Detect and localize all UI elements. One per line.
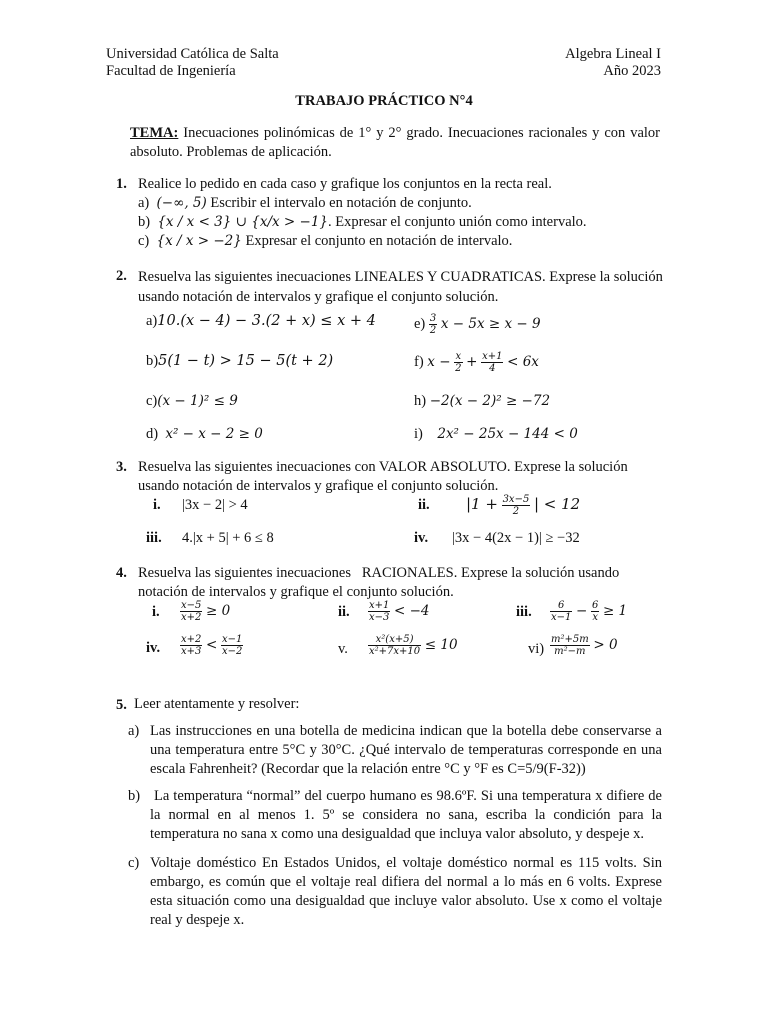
ex4-item-i-math: $\frac{x-5}{x+2}$ ≥ 0 bbox=[181, 600, 231, 623]
fraction: $\frac{\text{m²+5m}}{\text{m²−m}}$ bbox=[551, 634, 589, 657]
ex4-item-iii-math: $\frac{6}{x-1}$ − $\frac{6}{x}$ ≥ 1 bbox=[551, 600, 628, 623]
ex4-item-v-math: $\frac{\text{x²(x+5)}}{\text{x²+7x+10}}$ ≤ 10 bbox=[369, 634, 458, 657]
ex3-item-iii bbox=[146, 530, 162, 547]
ex5-item-a-label: a) bbox=[128, 723, 140, 739]
item-label: c) bbox=[138, 233, 150, 249]
ex4-item-iv-math: $\frac{x+2}{x+3}$ < $\frac{x-1}{x-2}$ bbox=[181, 634, 243, 657]
item-label: iv. bbox=[414, 530, 429, 546]
item-text: Escribir el intervalo en notación de conjunto. bbox=[206, 195, 472, 211]
page-title: TRABAJO PRÁCTICO N°4 bbox=[295, 93, 473, 109]
fraction: $\frac{x-5}{x+2}$ bbox=[181, 600, 202, 623]
ex3-statement: Resuelva las siguientes inecuaciones con VALOR ABSOLUTO. Exprese la solución usando notación de intervalos y grafique el conjunto solución. bbox=[138, 459, 628, 494]
item-math: 10.(x − 4) − 3.(2 + x) ≤ x + 4 bbox=[157, 313, 376, 329]
ex2-number: 2. bbox=[116, 268, 127, 284]
item-label: i. bbox=[153, 497, 161, 513]
ex5-number: 5. bbox=[116, 697, 127, 713]
ex2-item-f: f) x − $\frac{x}{2}$ + $\frac{x+1}{4}$ < 6x bbox=[414, 351, 539, 374]
item-math: x² − x − 2 ≥ 0 bbox=[165, 426, 263, 442]
tema-paragraph bbox=[130, 124, 660, 162]
item-label: c) bbox=[146, 393, 158, 409]
ex5-item-b-text: La temperatura “normal” del cuerpo humano es 98.6ºF. Si una temperatura x difiere de la normal en al menos 1. 5º se considera no sana, escriba la condición para la temperatura no sana x como una desigualdad que incluya valor absoluto, y despeje x. bbox=[150, 788, 662, 842]
item-label: iii. bbox=[146, 530, 162, 546]
item-label: d) bbox=[146, 426, 159, 442]
item-label: iv. bbox=[146, 640, 161, 656]
ex1-item-b bbox=[138, 214, 587, 231]
ex4-item-vi-math: $\frac{\text{m²+5m}}{\text{m²−m}}$ > 0 bbox=[551, 634, 618, 657]
ex3-item-i bbox=[153, 497, 161, 514]
ex2-item-e bbox=[414, 313, 541, 336]
ex4-item-iii bbox=[516, 604, 532, 621]
ex4-item-ii-math: $\frac{x+1}{x-3}$ < −4 bbox=[369, 600, 430, 623]
faculty-name: Facultad de Ingeniería bbox=[106, 63, 236, 79]
ex5-item-c-text: Voltaje doméstico En Estados Unidos, el voltaje doméstico normal es 115 volts. Sin embargo, es común que el voltaje real difiera del normal a lo más en 6 volts. Exprese esta situación como una desigualdad que incluye valor absoluto. Use x como el voltaje real y despeje x. bbox=[150, 855, 662, 928]
ex4-item-v bbox=[338, 641, 348, 658]
ex4-item-i bbox=[152, 604, 160, 621]
item-math: {x / x < 3} ∪ {x/x > −1} bbox=[157, 214, 329, 230]
fraction: $\frac{3}{2}$ bbox=[429, 313, 437, 336]
item-label: i. bbox=[152, 604, 160, 620]
item-label: vi) bbox=[528, 641, 545, 657]
ex2-item-i bbox=[414, 426, 578, 443]
ex3-item-i-math: |3x − 2| > 4 bbox=[182, 497, 248, 513]
ex3-item-iv bbox=[414, 530, 428, 547]
ex5-item-a-text: Las instrucciones en una botella de medicina indican que la botella debe conservarse a una temperatura entre 5°C y 30°C. ¿Qué intervalo de temperaturas corresponde en una escala Fahrenheit? (Recordar que la relación entre °C y °F es C=5/9(F-32)) bbox=[150, 723, 662, 777]
item-label: i) bbox=[414, 426, 423, 442]
fraction: $\frac{x}{2}$ bbox=[455, 351, 462, 374]
item-text: . Expresar el conjunto unión como intervalo. bbox=[328, 214, 587, 230]
item-label: ii. bbox=[338, 604, 350, 620]
ex5-statement: Leer atentamente y resolver: bbox=[134, 696, 300, 712]
fraction: $\frac{x+1}{x-3}$ bbox=[369, 600, 390, 623]
item-label: e) bbox=[414, 315, 426, 332]
ex1-item-c bbox=[138, 233, 512, 250]
ex4-statement: Resuelva las siguientes inecuaciones RACIONALES. Exprese la solución usando notación de intervalos y grafique el conjunto solución. bbox=[138, 565, 623, 600]
item-math: 2x² − 25x − 144 < 0 bbox=[437, 426, 578, 442]
item-math: (x − 1)² ≤ 9 bbox=[157, 393, 238, 409]
item-label: b) bbox=[138, 214, 151, 230]
fraction: $\frac{x+1}{4}$ bbox=[482, 351, 503, 374]
item-text: Expresar el conjunto en notación de intervalo. bbox=[241, 233, 513, 249]
course-name: Algebra Lineal I bbox=[565, 46, 661, 62]
fraction: $\frac{6}{x-1}$ bbox=[551, 600, 572, 623]
fraction: $\frac{3x-5}{2}$ bbox=[502, 494, 530, 517]
ex3-item-ii bbox=[418, 497, 430, 514]
item-label: ii. bbox=[418, 497, 430, 513]
item-label: h) bbox=[414, 393, 427, 409]
ex2-item-a bbox=[146, 313, 376, 330]
fraction: $\frac{x-1}{x-2}$ bbox=[221, 634, 243, 657]
ex2-item-h bbox=[414, 393, 550, 410]
item-label: a) bbox=[138, 195, 150, 211]
ex2-item-b bbox=[146, 353, 333, 370]
item-label: iii. bbox=[516, 604, 532, 620]
tema-text: Inecuaciones polinómicas de 1° y 2° grado. Inecuaciones racionales y con valor absoluto. Problemas de aplicación. bbox=[130, 125, 660, 160]
ex3-item-ii-math: |1 + $\frac{3x-5}{2}$ | < 12 bbox=[466, 494, 581, 517]
ex2-item-d bbox=[146, 426, 263, 443]
ex5-item-c-label: c) bbox=[128, 855, 140, 871]
tema-label: TEMA: bbox=[130, 125, 179, 141]
fraction: $\frac{6}{x}$ bbox=[591, 600, 599, 623]
ex4-item-vi bbox=[528, 641, 544, 658]
ex4-item-ii bbox=[338, 604, 350, 621]
item-math: 5(1 − t) > 15 − 5(t + 2) bbox=[158, 353, 334, 369]
item-label: a) bbox=[146, 313, 158, 329]
item-label: v. bbox=[338, 641, 348, 657]
ex1-statement: Realice lo pedido en cada caso y grafique los conjuntos en la recta real. bbox=[138, 176, 552, 192]
ex2-item-c bbox=[146, 393, 238, 410]
item-label: b) bbox=[146, 353, 159, 369]
ex2-statement: Resuelva las siguientes inecuaciones LINEALES Y CUADRATICAS. Exprese la solución usando notación de intervalos y grafique el conjunto solución. bbox=[138, 269, 663, 305]
item-label: f) bbox=[414, 353, 424, 370]
item-math: {x / x > −2} bbox=[156, 233, 242, 249]
university-name: Universidad Católica de Salta bbox=[106, 46, 279, 62]
fraction: $\frac{x+2}{x+3}$ bbox=[181, 634, 202, 657]
item-math: x − bbox=[427, 353, 451, 370]
item-math: x − 5x ≥ x − 9 bbox=[440, 315, 541, 332]
ex1-number: 1. bbox=[116, 176, 127, 192]
ex1-item-a bbox=[138, 195, 472, 212]
ex3-item-iv-math: |3x − 4(2x − 1)| ≥ −32 bbox=[452, 530, 580, 546]
ex5-item-b-label: b) bbox=[128, 788, 141, 804]
ex4-number: 4. bbox=[116, 565, 127, 581]
course-year: Año 2023 bbox=[603, 63, 661, 79]
ex4-item-iv bbox=[146, 640, 160, 657]
fraction: $\frac{\text{x²(x+5)}}{\text{x²+7x+10}}$ bbox=[369, 634, 421, 657]
item-math: (−∞, 5) bbox=[156, 195, 207, 211]
item-math: −2(x − 2)² ≥ −72 bbox=[429, 393, 551, 409]
ex3-number: 3. bbox=[116, 459, 127, 475]
ex3-item-iii-math: 4.|x + 5| + 6 ≤ 8 bbox=[182, 530, 274, 546]
